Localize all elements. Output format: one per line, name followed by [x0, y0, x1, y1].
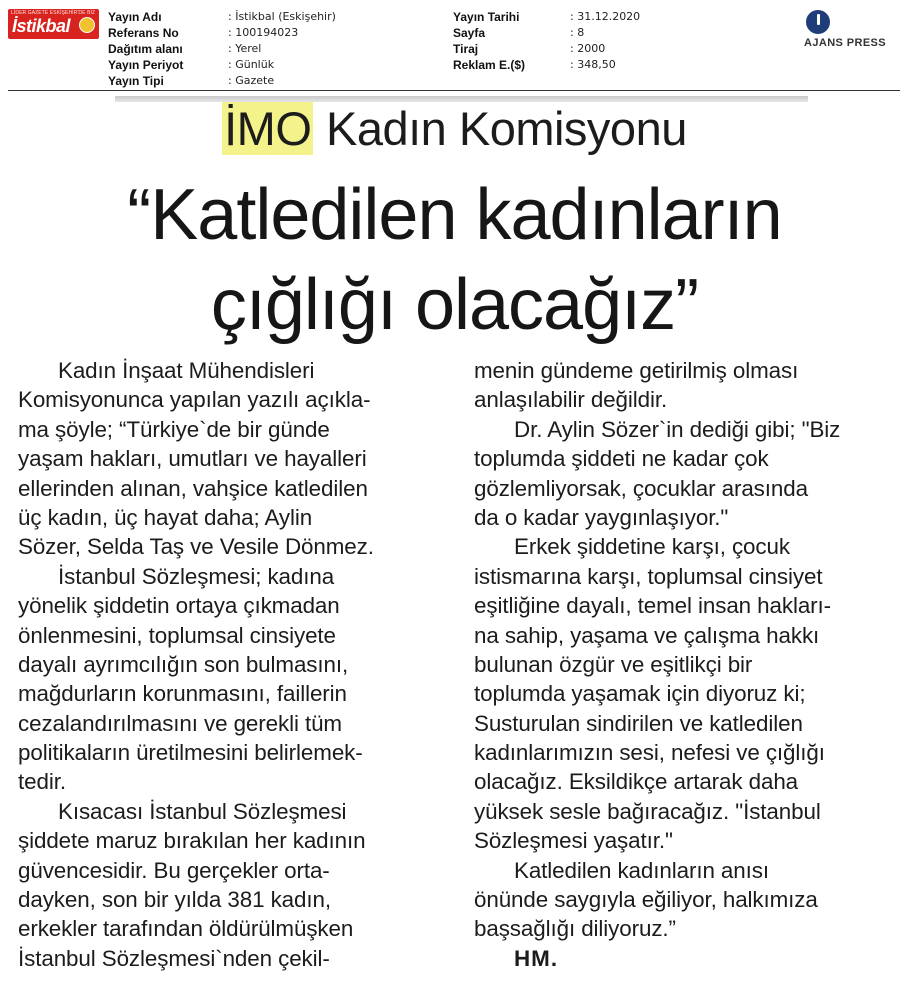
body-line: Kadın İnşaat Mühendisleri — [58, 358, 315, 383]
meta-value: : 8 — [570, 26, 585, 39]
article-column-left — [18, 356, 463, 973]
body-line: Kısacası İstanbul Sözleşmesi — [58, 798, 347, 824]
body-line: Susturulan sindirilen ve katledilen — [474, 710, 803, 736]
headline-line: çığlığı olacağız” — [210, 265, 699, 345]
meta-row — [108, 57, 336, 73]
logo-tagline: LİDER GAZETE ESKİŞEHİR'DE BİZ — [11, 10, 96, 16]
body-line: bulunan özgür ve eşitlikçi bir — [474, 651, 753, 677]
body-line: mağdurların korunmasını, faillerin — [18, 681, 347, 707]
meta-value: : İstikbal (Eskişehir) — [228, 10, 336, 23]
body-line: yaşam hakları, umutları ve hayalleri — [18, 446, 367, 472]
body-line: erkekler tarafından öldürülmüşken — [18, 916, 354, 942]
meta-value: : 31.12.2020 — [570, 10, 641, 23]
publication-meta-left — [108, 9, 336, 89]
body-line: istismarına karşı, toplumsal cinsiyet — [474, 563, 823, 589]
body-line: kadınlarımızın sesi, nefesi ve çığlığı — [474, 740, 825, 766]
article-kicker — [0, 98, 909, 160]
body-line: toplumda şiddeti ne kadar çok — [474, 446, 769, 472]
meta-value: : 100194023 — [228, 26, 299, 39]
body-line: ma şöyle; “Türkiye`de bir günde — [18, 416, 330, 442]
body-line: başsağlığı diliyoruz.” — [474, 916, 676, 942]
meta-label: Sayfa — [453, 26, 486, 40]
meta-row — [453, 25, 640, 41]
body-line: üç kadın, üç hayat daha; Aylin — [18, 504, 313, 530]
body-line: Sözer, Selda Taş ve Vesile Dönmez. — [18, 534, 374, 560]
meta-label: Referans No — [108, 26, 179, 40]
agency-name: AJANS PRESS — [804, 37, 887, 49]
body-line: dayalı ayrımcılığın son bulmasını, — [18, 651, 349, 677]
body-line: yüksek sesle bağıracağız. "İstanbul — [474, 798, 821, 824]
body-line: İstanbul Sözleşmesi`nden çekil- — [18, 945, 330, 971]
agency-mark-icon — [806, 10, 830, 34]
body-line: ellerinden alınan, vahşice katledilen — [18, 475, 368, 501]
meta-row — [453, 57, 640, 73]
meta-label: Yayın Tipi — [108, 74, 164, 88]
meta-value: : 2000 — [570, 42, 606, 55]
article-column-right — [474, 356, 906, 973]
publication-meta-right — [453, 9, 640, 73]
meta-row — [108, 73, 336, 89]
body-line: Sözleşmesi yaşatır." — [474, 828, 673, 854]
logo-wordmark: İstikbal — [12, 16, 71, 36]
body-line: güvencesidir. Bu gerçekler orta- — [18, 857, 330, 883]
meta-row — [108, 25, 336, 41]
meta-row — [108, 41, 336, 57]
body-line: toplumda yaşamak için diyoruz ki; — [474, 681, 806, 707]
body-line: gözlemliyorsak, çocuklar arasında — [474, 475, 808, 501]
body-line: önlenmesini, toplumsal cinsiyete — [18, 622, 336, 648]
meta-row — [453, 9, 640, 25]
body-line: Katledilen kadınların anısı — [514, 857, 769, 883]
meta-value: : Gazete — [228, 74, 275, 87]
body-line: yönelik şiddetin ortaya çıkmadan — [18, 593, 340, 619]
author-signature: HM. — [514, 945, 559, 971]
body-line: şiddete maruz bırakılan her kadının — [18, 828, 366, 854]
meta-label: Yayın Tarihi — [453, 10, 520, 24]
body-line: tedir. — [18, 769, 66, 795]
body-line: önünde saygıyla eğiliyor, halkımıza — [474, 887, 818, 913]
article-headline — [0, 170, 909, 350]
meta-value: : Yerel — [228, 42, 262, 55]
headline-line: “Katledilen kadınların — [127, 175, 782, 255]
meta-row — [108, 9, 336, 25]
body-line: anlaşılabilir değildir. — [474, 387, 668, 413]
body-line: politikaların üretilmesini belirlemek- — [18, 740, 363, 766]
logo-emblem-icon — [79, 17, 95, 33]
body-line: menin gündeme getirilmiş olması — [474, 358, 799, 383]
agency-logo — [804, 10, 899, 49]
meta-label: Reklam E.($) — [453, 58, 526, 72]
meta-value: : 348,50 — [570, 58, 616, 71]
meta-value: : Günlük — [228, 58, 275, 71]
meta-label: Dağıtım alanı — [108, 42, 183, 56]
body-line: İstanbul Sözleşmesi; kadına — [58, 563, 335, 589]
meta-label: Yayın Periyot — [108, 58, 184, 72]
meta-row — [453, 41, 640, 57]
body-line: Komisyonunca yapılan yazılı açıkla- — [18, 387, 371, 413]
header-divider — [8, 90, 900, 91]
body-line: dayken, son bir yılda 381 kadın, — [18, 887, 331, 913]
publication-logo — [8, 9, 99, 39]
meta-label: Tiraj — [453, 42, 479, 56]
body-line: eşitliğine dayalı, temel insan hakları- — [474, 593, 832, 619]
body-line: cezalandırılmasını ve gerekli tüm — [18, 710, 342, 736]
meta-label: Yayın Adı — [108, 10, 162, 24]
body-line: olacağız. Eksildikçe artarak daha — [474, 769, 799, 795]
body-line: da o kadar yaygınlaşıyor." — [474, 504, 729, 530]
body-line: Dr. Aylin Sözer`in dediği gibi; "Biz — [514, 416, 841, 442]
kicker-highlight: İMO — [224, 102, 312, 155]
kicker-text: Kadın Komisyonu — [313, 102, 687, 155]
body-line: na sahip, yaşama ve çalışma hakkı — [474, 622, 820, 648]
body-line: Erkek şiddetine karşı, çocuk — [514, 534, 790, 560]
